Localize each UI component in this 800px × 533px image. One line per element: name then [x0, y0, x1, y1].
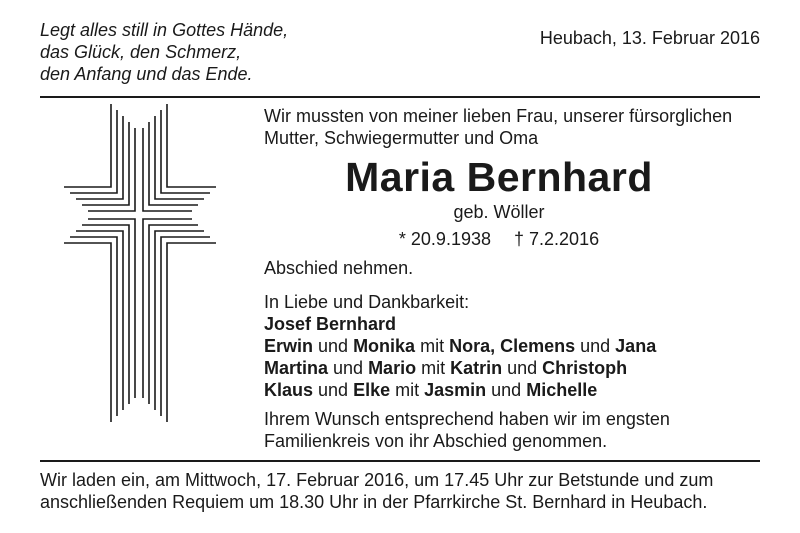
mourners-heading: In Liebe und Dankbarkeit: — [264, 292, 470, 312]
mourner-name: Christoph — [542, 358, 628, 378]
mourners-list — [264, 291, 656, 401]
connector-text: und — [502, 358, 543, 378]
mourner-name: Michelle — [526, 380, 598, 400]
life-dates — [264, 229, 734, 250]
connector-text: und — [575, 336, 616, 356]
mourner-name: Katrin — [450, 358, 503, 378]
mourner-name: Martina — [264, 358, 329, 378]
mourner-line — [264, 379, 656, 401]
invitation-text — [40, 469, 713, 513]
connector-text: und — [313, 336, 354, 356]
intro-text — [264, 105, 732, 149]
mourner-line — [264, 313, 656, 335]
mourner-name: Mario — [368, 358, 417, 378]
connector-text: und — [328, 358, 369, 378]
quote — [40, 19, 288, 85]
mourner-name: Jana — [615, 336, 657, 356]
mourner-name: Josef Bernhard — [264, 314, 397, 334]
place-date: Heubach, 13. Februar 2016 — [539, 28, 760, 48]
note-line: Ihrem Wunsch entsprechend haben wir im engsten — [264, 409, 670, 429]
note-line: Familienkreis von ihr Abschied genommen. — [264, 431, 608, 451]
intro-line: Wir mussten von meiner lieben Frau, unserer fürsorglichen — [264, 106, 733, 126]
quote-line: den Anfang und das Ende. — [40, 64, 253, 84]
note-text — [264, 408, 670, 452]
quote-line: das Glück, den Schmerz, — [40, 42, 242, 62]
quote-line: Legt alles still in Gottes Hände, — [40, 20, 289, 40]
mourner-line — [264, 335, 656, 357]
top-divider — [40, 96, 760, 98]
connector-text: und — [486, 380, 527, 400]
mourner-name: Elke — [353, 380, 391, 400]
cross-outline — [88, 128, 192, 398]
mourner-name: Klaus — [264, 380, 314, 400]
cross-outline — [76, 116, 204, 410]
mourner-lines — [264, 313, 656, 401]
birth-date: * 20.9.1938 — [398, 229, 491, 249]
connector-text: und — [313, 380, 354, 400]
deceased-name: Maria Bernhard — [345, 154, 653, 200]
mourner-name: Nora, Clemens — [449, 336, 576, 356]
connector-text: mit — [416, 358, 451, 378]
maiden-name: geb. Wöller — [453, 202, 545, 222]
cross-outline — [82, 122, 198, 404]
connector-text: mit — [415, 336, 450, 356]
connector-text: mit — [390, 380, 425, 400]
cross-outline — [64, 104, 216, 422]
intro-line: Mutter, Schwiegermutter und Oma — [264, 128, 539, 148]
mourner-name: Monika — [353, 336, 416, 356]
mourner-line — [264, 357, 656, 379]
farewell-text: Abschied nehmen. — [264, 258, 414, 278]
cross-icon — [52, 104, 252, 434]
mourner-name: Jasmin — [424, 380, 487, 400]
invitation-line: anschließenden Requiem um 18.30 Uhr in der Pfarrkirche St. Bernhard in Heubach. — [40, 492, 708, 512]
death-date: † 7.2.2016 — [514, 229, 600, 249]
cross-outline — [70, 110, 210, 416]
bottom-divider — [40, 460, 760, 462]
invitation-line: Wir laden ein, am Mittwoch, 17. Februar 2016, um 17.45 Uhr zur Betstunde und zum — [40, 470, 714, 490]
mourner-name: Erwin — [264, 336, 314, 356]
